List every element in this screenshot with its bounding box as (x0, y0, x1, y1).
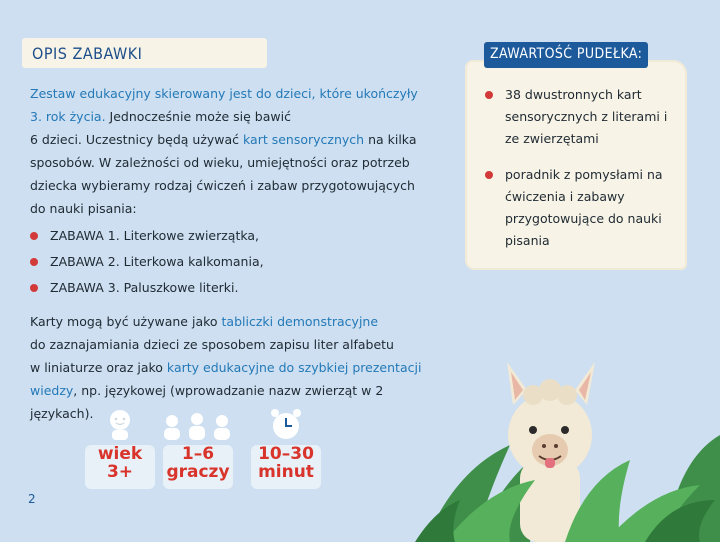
usage-text: Karty mogą być używane jako (30, 314, 222, 329)
intro-text: 6 dzieci. Uczestnicy będą używać (30, 132, 244, 147)
usage-text: w liniaturze oraz jako (30, 360, 167, 375)
bullet-dot-icon (485, 171, 493, 179)
usage-highlight-tablets: tabliczki demonstracyjne (221, 314, 379, 329)
box-contents-list (485, 84, 675, 266)
list-item: ZABAWA 3. Paluszkowe literki. (30, 278, 264, 304)
intro-paragraph (30, 82, 430, 220)
list-item: 38 dwustronnych kart sensorycznych z literami i ze zwierzętami (485, 84, 675, 150)
list-item: ZABAWA 2. Literkowa kalkomania, (30, 252, 264, 278)
box-title: ZAWARTOŚĆ PUDEŁKA: (490, 46, 643, 62)
intro-text: dziecka wybieramy rodzaj ćwiczeń i zabaw przygotowujących (30, 178, 415, 193)
intro-text: sposobów. W zależności od wieku, umiejętności oraz potrzeb (30, 155, 410, 170)
intro-text: na kilka (364, 132, 417, 147)
group-of-children-icon (158, 412, 236, 444)
usage-text: do zaznajamiania dzieci ze sposobem zapisu liter alfabetu (30, 337, 394, 352)
usage-highlight-knowledge: wiedzy (30, 383, 74, 398)
intro-text: do nauki pisania: (30, 201, 137, 216)
alarm-clock-icon (268, 406, 304, 442)
usage-text: , np. językowej (wprowadzanie nazw zwierząt w 2 językach). (30, 383, 384, 421)
bullet-dot-icon (30, 232, 38, 240)
intro-highlight-age: 3. rok życia. (30, 109, 106, 124)
page-number: 2 (28, 492, 36, 506)
usage-highlight-cards: karty edukacyjne do szybkiej prezentacji (166, 360, 422, 375)
child-icon (100, 408, 140, 442)
bullet-dot-icon (30, 258, 38, 266)
intro-highlight-audience: Zestaw edukacyjny skierowany jest do dzieci, które ukończyły (30, 86, 418, 101)
players-badge: 1–6 graczy (166, 444, 230, 482)
age-badge: wiek 3+ (97, 444, 143, 482)
page-title: OPIS ZABAWKI (32, 44, 143, 63)
time-badge: 10–30 minut (258, 444, 314, 482)
games-list (30, 226, 264, 304)
list-item: ZABAWA 1. Literkowe zwierzątka, (30, 226, 264, 252)
usage-paragraph (30, 310, 430, 425)
intro-highlight-cards: kart sensorycznych (243, 132, 365, 147)
list-item: poradnik z pomysłami na ćwiczenia i zabawy przygotowujące do nauki pisania (485, 164, 675, 252)
llama-illustration (415, 350, 720, 542)
intro-text: Jednocześnie może się bawić (105, 109, 291, 124)
bullet-dot-icon (30, 284, 38, 292)
bullet-dot-icon (485, 91, 493, 99)
